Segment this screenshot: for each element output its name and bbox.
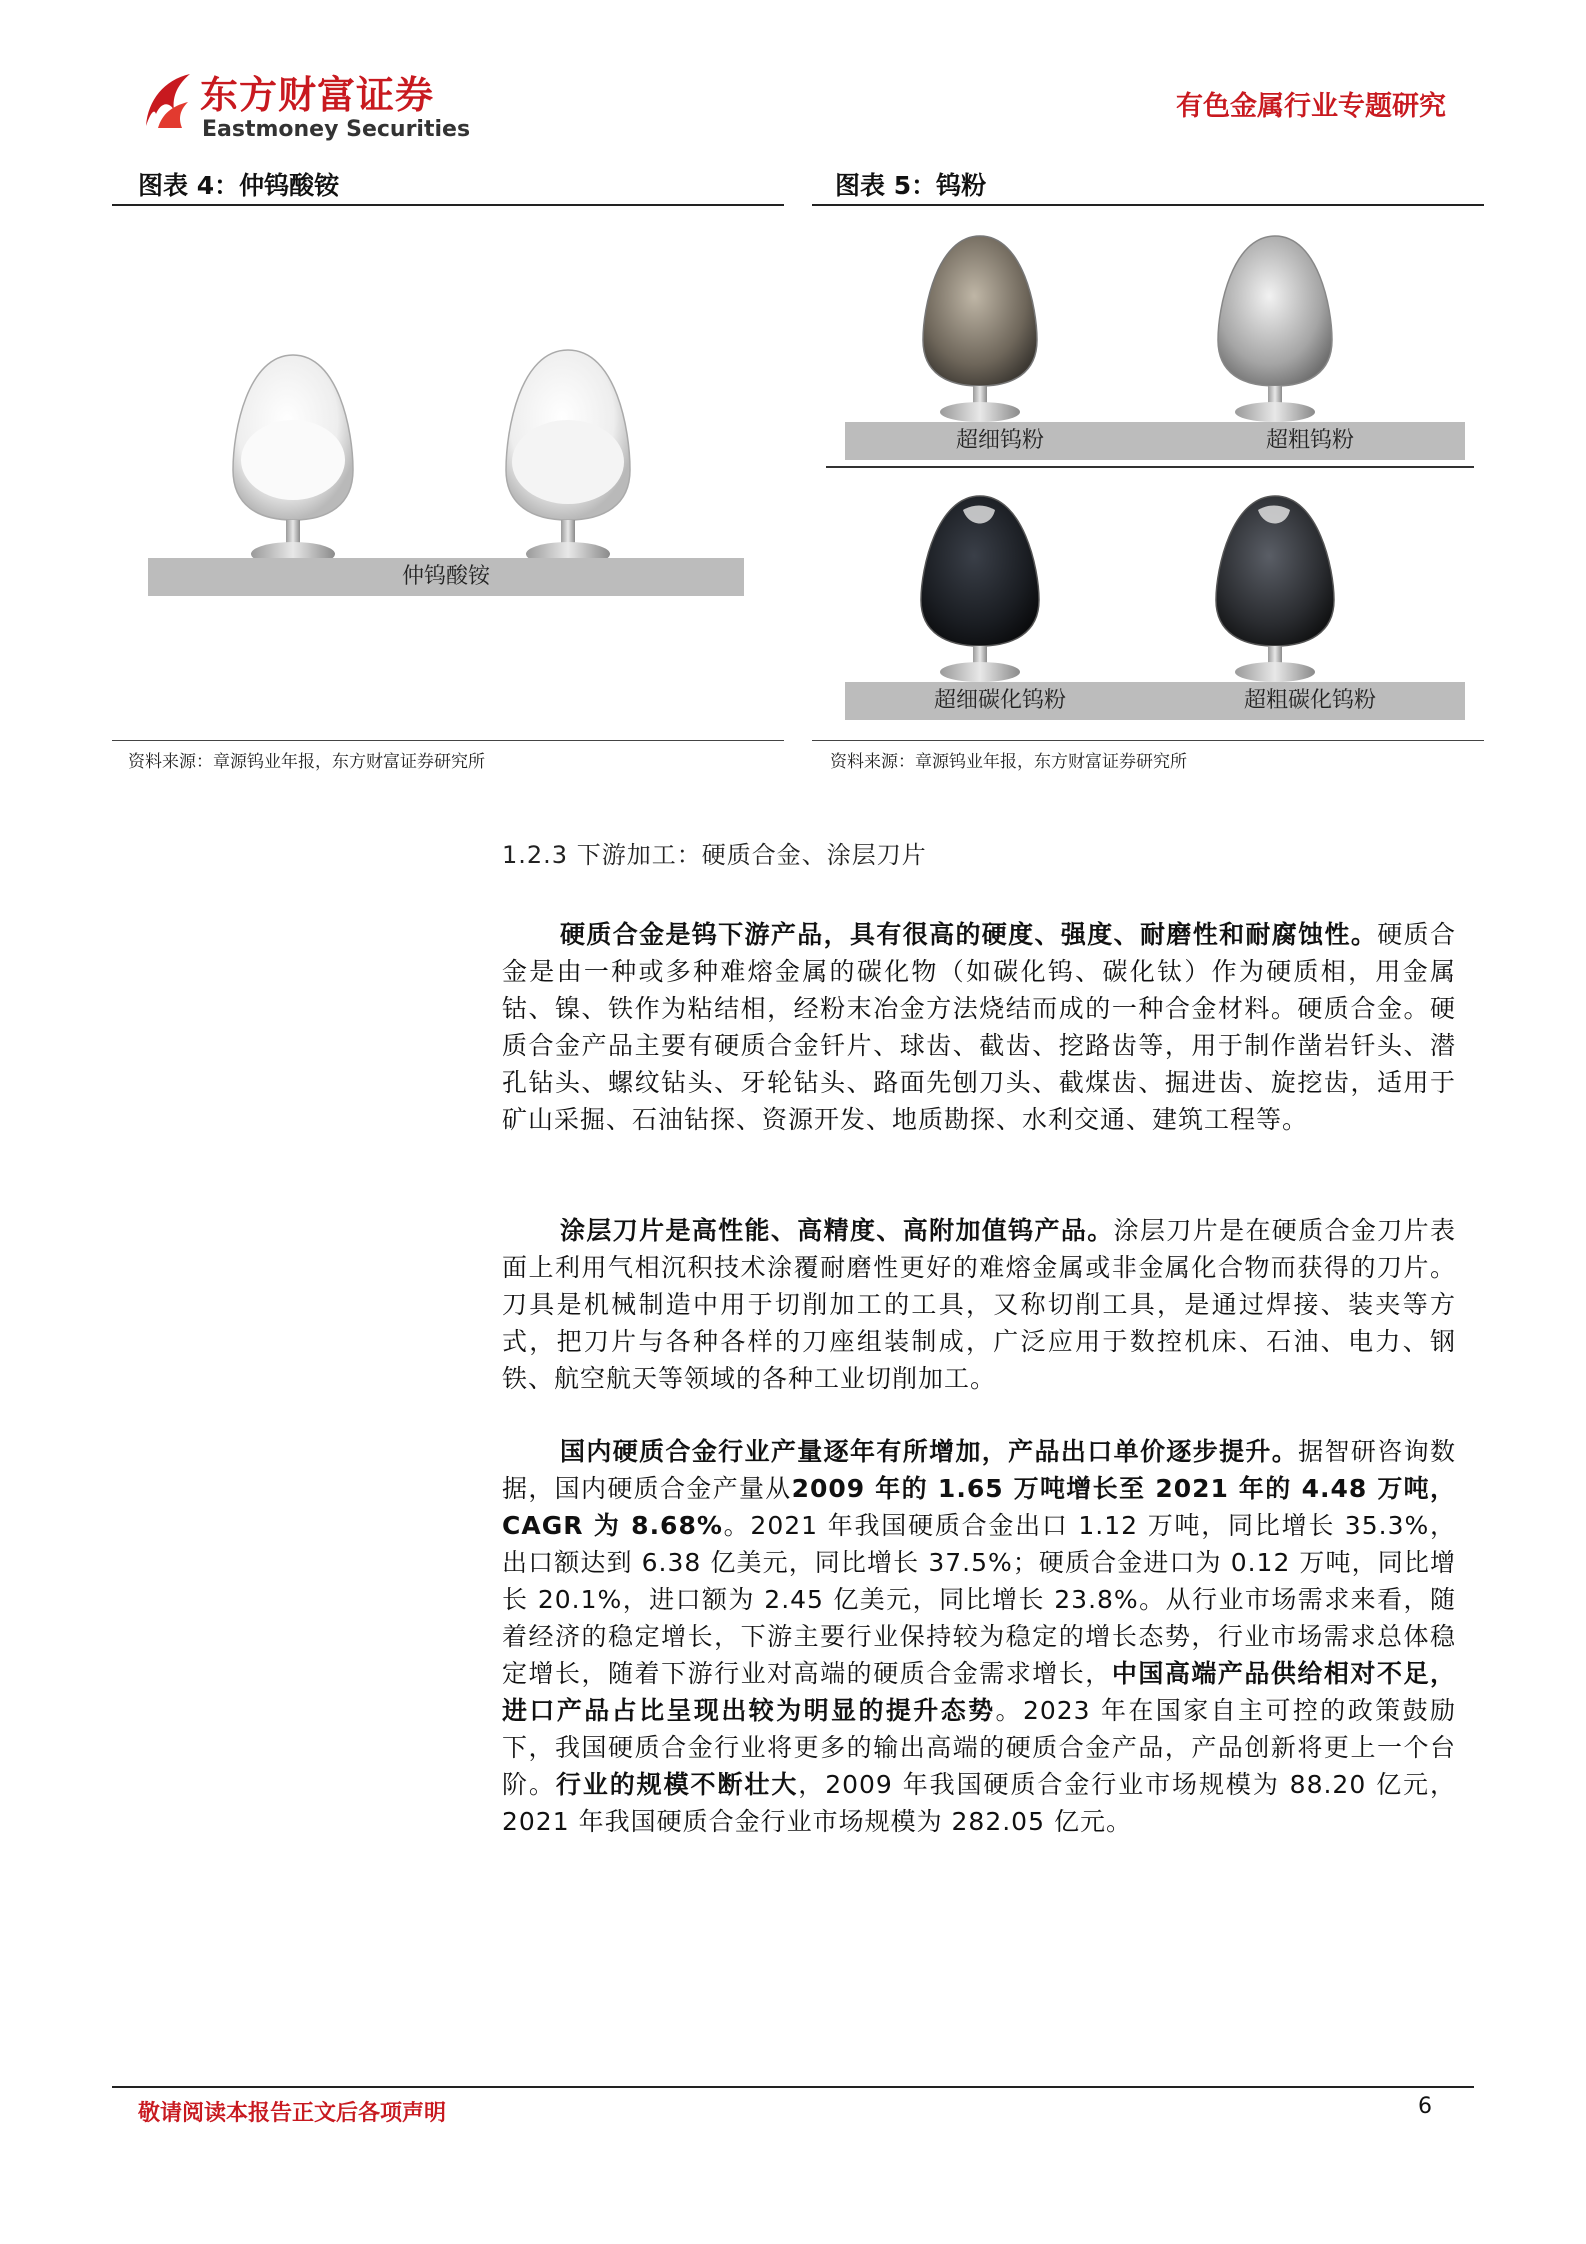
paragraph-3-high-end-shortage: 中国高端产品供给相对不足，进口产品占比呈现出较为明显的提升态势 (502, 1659, 1456, 1725)
figure-5-divider (826, 466, 1474, 468)
figure-4-bottom-rule (112, 740, 784, 741)
flask-ultrafine-tungsten-carbide (921, 496, 1039, 682)
logo-english-name: Eastmoney Securities (202, 117, 471, 142)
figure-4-source: 资料来源：章源钨业年报，东方财富证券研究所 (128, 752, 485, 772)
paragraph-1-body: 硬质合金是由一种或多种难熔金属的碳化物（如碳化钨、碳化钛）作为硬质相，用金属钴、镍、铁作为粘结相，经粉末冶金方法烧结而成的一种合金材料。硬质合金。硬质合金产品主要有硬质合金钎片、球齿、截齿、挖路齿等，用于制作凿岩钎头、潜孔钻头、螺纹钻头、牙轮钻头、路面先刨刀头、截煤齿、掘进齿、旋挖齿，适用于矿山采掘、石油钻探、资源开发、地质勘探、水利交通、建筑工程等。 (502, 920, 1456, 1134)
flask-left (233, 355, 353, 566)
figure-4-top-rule (112, 204, 784, 206)
figure-4-label: 仲钨酸铵 (148, 558, 744, 596)
logo-chinese-name: 东方财富证券 (200, 73, 435, 117)
paragraph-domestic-output (502, 1433, 1456, 1840)
report-category: 有色金属行业专题研究 (1176, 91, 1446, 122)
page-number: 6 (1418, 2094, 1432, 2119)
figure-5-label-row1 (845, 422, 1465, 460)
paragraph-cemented-carbide (502, 916, 1456, 1138)
figure-5-top-rule (812, 204, 1484, 206)
paragraph-3-part-c: 。2023 年在国家自主可控的政策鼓励下，我国硬质合金行业将更多的输出高端的硬质合金产品，产品创新将更上一个台阶。 (502, 1696, 1456, 1799)
footer-disclaimer: 敬请阅读本报告正文后各项声明 (138, 2101, 447, 2126)
paragraph-1-lead: 硬质合金是钨下游产品，具有很高的硬度、强度、耐磨性和耐腐蚀性。 (560, 920, 1378, 949)
label-coarse-tungsten-carbide: 超粗碳化钨粉 (1243, 688, 1376, 713)
paragraph-3-part-a: 据智研咨询数据，国内硬质合金产量从 (502, 1437, 1456, 1503)
figure-5-source: 资料来源：章源钨业年报，东方财富证券研究所 (830, 752, 1187, 772)
paragraph-3-lead: 国内硬质合金行业产量逐年有所增加，产品出口单价逐步提升。 (560, 1437, 1299, 1466)
eastmoney-logo-icon (138, 70, 200, 132)
paragraph-2-body: 涂层刀片是在硬质合金刀片表面上利用气相沉积技术涂覆耐磨性更好的难熔金属或非金属化合物而获得的刀片。刀具是机械制造中用于切削加工的工具，又称切削工具，是通过焊接、装夹等方式，把刀片与各种各样的刀座组装制成，广泛应用于数控机床、石油、电力、钢铁、航空航天等领域的各种工业切削加工。 (502, 1216, 1456, 1393)
label-ultrafine-tungsten-carbide: 超细碳化钨粉 (933, 688, 1066, 713)
paragraph-3-part-d: ，2009 年我国硬质合金行业市场规模为 88.20 亿元，2021 年我国硬质合金行业市场规模为 282.05 亿元。 (502, 1770, 1456, 1836)
flask-coarse-tungsten-carbide (1216, 496, 1334, 682)
paragraph-coated-inserts (502, 1212, 1456, 1397)
flask-coarse-tungsten (1218, 236, 1332, 422)
figure-5-title: 图表 5：钨粉 (835, 171, 987, 200)
figure-5-photo (845, 228, 1465, 738)
flask-right (506, 350, 630, 566)
footer-rule (112, 2086, 1474, 2088)
paragraph-3-part-b: 。2021 年我国硬质合金出口 1.12 万吨，同比增长 35.3%，出口额达到 6.38 亿美元，同比增长 37.5%；硬质合金进口为 0.12 万吨，同比增长 20.1%，进口额为 2.45 亿美元，同比增长 23.8%。从行业市场需求来看，随着经济的稳定增长，下游主要行业保持较为稳定的增长态势，行业市场需求总体稳定增长，随着下游行业对高端的硬质合金需求增长， (502, 1511, 1456, 1688)
label-coarse-tungsten: 超粗钨粉 (1265, 428, 1354, 453)
paragraph-3-output-growth: 2009 年的 1.65 万吨增长至 2021 年的 4.48 万吨，CAGR 为 8.68% (502, 1474, 1456, 1540)
section-heading: 1.2.3 下游加工：硬质合金、涂层刀片 (502, 841, 927, 869)
figure-5-label-row2 (845, 682, 1465, 720)
flask-ultrafine-tungsten (923, 236, 1037, 422)
figure-5-bottom-rule (812, 740, 1484, 741)
label-ultrafine-tungsten: 超细钨粉 (955, 428, 1044, 453)
paragraph-3-scale-growth: 行业的规模不断壮大 (555, 1770, 799, 1799)
paragraph-2-lead: 涂层刀片是高性能、高精度、高附加值钨产品。 (560, 1216, 1114, 1245)
figure-4-title: 图表 4：仲钨酸铵 (138, 171, 340, 200)
